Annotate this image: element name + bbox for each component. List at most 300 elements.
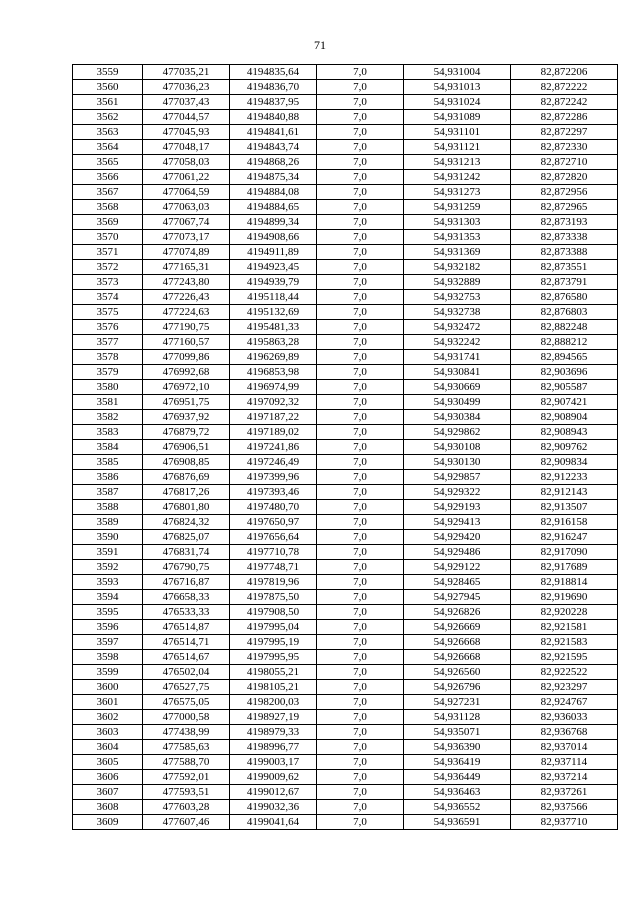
longitude-cell: 82,917090 (511, 545, 618, 560)
value-cell: 7,0 (317, 530, 404, 545)
value-cell: 7,0 (317, 380, 404, 395)
table-row (73, 755, 618, 770)
table-row (73, 515, 618, 530)
longitude-cell: 82,905587 (511, 380, 618, 395)
y-coordinate-cell: 4194923,45 (230, 260, 317, 275)
point-number-cell: 3583 (73, 425, 143, 440)
x-coordinate-cell: 476937,92 (143, 410, 230, 425)
point-number-cell: 3581 (73, 395, 143, 410)
latitude-cell: 54,926668 (404, 635, 511, 650)
value-cell: 7,0 (317, 200, 404, 215)
table-row (73, 635, 618, 650)
latitude-cell: 54,932753 (404, 290, 511, 305)
x-coordinate-cell: 477585,63 (143, 740, 230, 755)
value-cell: 7,0 (317, 800, 404, 815)
value-cell: 7,0 (317, 590, 404, 605)
longitude-cell: 82,937114 (511, 755, 618, 770)
latitude-cell: 54,931213 (404, 155, 511, 170)
latitude-cell: 54,931121 (404, 140, 511, 155)
point-number-cell: 3567 (73, 185, 143, 200)
y-coordinate-cell: 4194899,34 (230, 215, 317, 230)
value-cell: 7,0 (317, 230, 404, 245)
table-row (73, 275, 618, 290)
point-number-cell: 3589 (73, 515, 143, 530)
point-number-cell: 3577 (73, 335, 143, 350)
latitude-cell: 54,931259 (404, 200, 511, 215)
x-coordinate-cell: 477035,21 (143, 65, 230, 80)
point-number-cell: 3576 (73, 320, 143, 335)
y-coordinate-cell: 4197241,86 (230, 440, 317, 455)
y-coordinate-cell: 4195132,69 (230, 305, 317, 320)
value-cell: 7,0 (317, 650, 404, 665)
table-row (73, 170, 618, 185)
x-coordinate-cell: 477607,46 (143, 815, 230, 830)
latitude-cell: 54,929486 (404, 545, 511, 560)
latitude-cell: 54,930108 (404, 440, 511, 455)
y-coordinate-cell: 4194884,08 (230, 185, 317, 200)
x-coordinate-cell: 476972,10 (143, 380, 230, 395)
y-coordinate-cell: 4197908,50 (230, 605, 317, 620)
latitude-cell: 54,932889 (404, 275, 511, 290)
longitude-cell: 82,923297 (511, 680, 618, 695)
latitude-cell: 54,927945 (404, 590, 511, 605)
x-coordinate-cell: 476876,69 (143, 470, 230, 485)
table-row (73, 590, 618, 605)
value-cell: 7,0 (317, 290, 404, 305)
value-cell: 7,0 (317, 545, 404, 560)
latitude-cell: 54,931024 (404, 95, 511, 110)
value-cell: 7,0 (317, 725, 404, 740)
x-coordinate-cell: 477048,17 (143, 140, 230, 155)
longitude-cell: 82,872965 (511, 200, 618, 215)
value-cell: 7,0 (317, 185, 404, 200)
table-row (73, 815, 618, 830)
longitude-cell: 82,872242 (511, 95, 618, 110)
longitude-cell: 82,921581 (511, 620, 618, 635)
y-coordinate-cell: 4197480,70 (230, 500, 317, 515)
value-cell: 7,0 (317, 245, 404, 260)
table-row (73, 500, 618, 515)
longitude-cell: 82,888212 (511, 335, 618, 350)
longitude-cell: 82,872820 (511, 170, 618, 185)
x-coordinate-cell: 477073,17 (143, 230, 230, 245)
x-coordinate-cell: 477000,58 (143, 710, 230, 725)
point-number-cell: 3605 (73, 755, 143, 770)
longitude-cell: 82,917689 (511, 560, 618, 575)
y-coordinate-cell: 4198105,21 (230, 680, 317, 695)
longitude-cell: 82,872956 (511, 185, 618, 200)
x-coordinate-cell: 476716,87 (143, 575, 230, 590)
longitude-cell: 82,922522 (511, 665, 618, 680)
point-number-cell: 3578 (73, 350, 143, 365)
point-number-cell: 3588 (73, 500, 143, 515)
x-coordinate-cell: 477064,59 (143, 185, 230, 200)
longitude-cell: 82,924767 (511, 695, 618, 710)
x-coordinate-cell: 476906,51 (143, 440, 230, 455)
longitude-cell: 82,908904 (511, 410, 618, 425)
table-row (73, 740, 618, 755)
x-coordinate-cell: 477593,51 (143, 785, 230, 800)
value-cell: 7,0 (317, 95, 404, 110)
point-number-cell: 3602 (73, 710, 143, 725)
point-number-cell: 3608 (73, 800, 143, 815)
table-row (73, 470, 618, 485)
x-coordinate-cell: 477044,57 (143, 110, 230, 125)
x-coordinate-cell: 477061,22 (143, 170, 230, 185)
point-number-cell: 3598 (73, 650, 143, 665)
y-coordinate-cell: 4199041,64 (230, 815, 317, 830)
value-cell: 7,0 (317, 350, 404, 365)
point-number-cell: 3572 (73, 260, 143, 275)
y-coordinate-cell: 4198200,03 (230, 695, 317, 710)
value-cell: 7,0 (317, 635, 404, 650)
y-coordinate-cell: 4199032,36 (230, 800, 317, 815)
y-coordinate-cell: 4194908,66 (230, 230, 317, 245)
value-cell: 7,0 (317, 740, 404, 755)
y-coordinate-cell: 4198927,19 (230, 710, 317, 725)
value-cell: 7,0 (317, 335, 404, 350)
longitude-cell: 82,913507 (511, 500, 618, 515)
latitude-cell: 54,931004 (404, 65, 511, 80)
y-coordinate-cell: 4198996,77 (230, 740, 317, 755)
longitude-cell: 82,937261 (511, 785, 618, 800)
y-coordinate-cell: 4197246,49 (230, 455, 317, 470)
point-number-cell: 3585 (73, 455, 143, 470)
longitude-cell: 82,872710 (511, 155, 618, 170)
x-coordinate-cell: 477063,03 (143, 200, 230, 215)
table-row (73, 410, 618, 425)
point-number-cell: 3569 (73, 215, 143, 230)
point-number-cell: 3593 (73, 575, 143, 590)
x-coordinate-cell: 476575,05 (143, 695, 230, 710)
x-coordinate-cell: 476790,75 (143, 560, 230, 575)
latitude-cell: 54,926796 (404, 680, 511, 695)
x-coordinate-cell: 477036,23 (143, 80, 230, 95)
point-number-cell: 3571 (73, 245, 143, 260)
longitude-cell: 82,872330 (511, 140, 618, 155)
value-cell: 7,0 (317, 275, 404, 290)
longitude-cell: 82,937566 (511, 800, 618, 815)
latitude-cell: 54,929862 (404, 425, 511, 440)
table-row (73, 620, 618, 635)
x-coordinate-cell: 477099,86 (143, 350, 230, 365)
y-coordinate-cell: 4194843,74 (230, 140, 317, 155)
longitude-cell: 82,876580 (511, 290, 618, 305)
point-number-cell: 3584 (73, 440, 143, 455)
y-coordinate-cell: 4194837,95 (230, 95, 317, 110)
longitude-cell: 82,919690 (511, 590, 618, 605)
y-coordinate-cell: 4197656,64 (230, 530, 317, 545)
table-row (73, 350, 618, 365)
x-coordinate-cell: 476514,87 (143, 620, 230, 635)
latitude-cell: 54,929193 (404, 500, 511, 515)
table-row (73, 440, 618, 455)
longitude-cell: 82,908943 (511, 425, 618, 440)
x-coordinate-cell: 477438,99 (143, 725, 230, 740)
value-cell: 7,0 (317, 575, 404, 590)
longitude-cell: 82,916247 (511, 530, 618, 545)
longitude-cell: 82,873388 (511, 245, 618, 260)
longitude-cell: 82,912143 (511, 485, 618, 500)
latitude-cell: 54,936419 (404, 755, 511, 770)
latitude-cell: 54,929420 (404, 530, 511, 545)
table-row (73, 200, 618, 215)
latitude-cell: 54,931303 (404, 215, 511, 230)
longitude-cell: 82,894565 (511, 350, 618, 365)
point-number-cell: 3587 (73, 485, 143, 500)
point-number-cell: 3561 (73, 95, 143, 110)
table-row (73, 680, 618, 695)
latitude-cell: 54,935071 (404, 725, 511, 740)
longitude-cell: 82,920228 (511, 605, 618, 620)
x-coordinate-cell: 477045,93 (143, 125, 230, 140)
longitude-cell: 82,872206 (511, 65, 618, 80)
point-number-cell: 3574 (73, 290, 143, 305)
x-coordinate-cell: 477588,70 (143, 755, 230, 770)
table-row (73, 245, 618, 260)
latitude-cell: 54,931242 (404, 170, 511, 185)
point-number-cell: 3595 (73, 605, 143, 620)
table-row (73, 80, 618, 95)
y-coordinate-cell: 4194868,26 (230, 155, 317, 170)
value-cell: 7,0 (317, 155, 404, 170)
value-cell: 7,0 (317, 770, 404, 785)
latitude-cell: 54,931101 (404, 125, 511, 140)
latitude-cell: 54,936463 (404, 785, 511, 800)
latitude-cell: 54,926668 (404, 650, 511, 665)
point-number-cell: 3575 (73, 305, 143, 320)
latitude-cell: 54,936552 (404, 800, 511, 815)
longitude-cell: 82,873193 (511, 215, 618, 230)
value-cell: 7,0 (317, 305, 404, 320)
longitude-cell: 82,937710 (511, 815, 618, 830)
point-number-cell: 3564 (73, 140, 143, 155)
point-number-cell: 3573 (73, 275, 143, 290)
y-coordinate-cell: 4197650,97 (230, 515, 317, 530)
value-cell: 7,0 (317, 485, 404, 500)
table-row (73, 260, 618, 275)
longitude-cell: 82,936033 (511, 710, 618, 725)
value-cell: 7,0 (317, 80, 404, 95)
point-number-cell: 3596 (73, 620, 143, 635)
x-coordinate-cell: 476502,04 (143, 665, 230, 680)
point-number-cell: 3570 (73, 230, 143, 245)
coordinates-table (72, 64, 618, 830)
point-number-cell: 3565 (73, 155, 143, 170)
value-cell: 7,0 (317, 695, 404, 710)
table-row (73, 215, 618, 230)
value-cell: 7,0 (317, 665, 404, 680)
latitude-cell: 54,930499 (404, 395, 511, 410)
value-cell: 7,0 (317, 260, 404, 275)
value-cell: 7,0 (317, 455, 404, 470)
x-coordinate-cell: 476951,75 (143, 395, 230, 410)
page-number: 71 (314, 38, 326, 52)
longitude-cell: 82,882248 (511, 320, 618, 335)
y-coordinate-cell: 4199012,67 (230, 785, 317, 800)
latitude-cell: 54,931013 (404, 80, 511, 95)
y-coordinate-cell: 4197189,02 (230, 425, 317, 440)
point-number-cell: 3603 (73, 725, 143, 740)
x-coordinate-cell: 476831,74 (143, 545, 230, 560)
table-row (73, 545, 618, 560)
latitude-cell: 54,930130 (404, 455, 511, 470)
x-coordinate-cell: 476514,71 (143, 635, 230, 650)
latitude-cell: 54,928465 (404, 575, 511, 590)
value-cell: 7,0 (317, 125, 404, 140)
point-number-cell: 3580 (73, 380, 143, 395)
table-row (73, 125, 618, 140)
point-number-cell: 3594 (73, 590, 143, 605)
y-coordinate-cell: 4197710,78 (230, 545, 317, 560)
latitude-cell: 54,926669 (404, 620, 511, 635)
point-number-cell: 3606 (73, 770, 143, 785)
value-cell: 7,0 (317, 215, 404, 230)
point-number-cell: 3562 (73, 110, 143, 125)
longitude-cell: 82,937014 (511, 740, 618, 755)
table-row (73, 770, 618, 785)
y-coordinate-cell: 4199003,17 (230, 755, 317, 770)
point-number-cell: 3586 (73, 470, 143, 485)
value-cell: 7,0 (317, 500, 404, 515)
y-coordinate-cell: 4194884,65 (230, 200, 317, 215)
y-coordinate-cell: 4194875,34 (230, 170, 317, 185)
table-row (73, 560, 618, 575)
latitude-cell: 54,931741 (404, 350, 511, 365)
y-coordinate-cell: 4194840,88 (230, 110, 317, 125)
value-cell: 7,0 (317, 680, 404, 695)
y-coordinate-cell: 4196269,89 (230, 350, 317, 365)
point-number-cell: 3601 (73, 695, 143, 710)
y-coordinate-cell: 4197995,95 (230, 650, 317, 665)
y-coordinate-cell: 4195863,28 (230, 335, 317, 350)
table-row (73, 305, 618, 320)
table-row (73, 785, 618, 800)
longitude-cell: 82,909762 (511, 440, 618, 455)
table-row (73, 95, 618, 110)
table-row (73, 455, 618, 470)
x-coordinate-cell: 477058,03 (143, 155, 230, 170)
y-coordinate-cell: 4196974,99 (230, 380, 317, 395)
y-coordinate-cell: 4197995,19 (230, 635, 317, 650)
x-coordinate-cell: 476801,80 (143, 500, 230, 515)
latitude-cell: 54,931128 (404, 710, 511, 725)
table-row (73, 140, 618, 155)
table-row (73, 425, 618, 440)
y-coordinate-cell: 4199009,62 (230, 770, 317, 785)
point-number-cell: 3560 (73, 80, 143, 95)
x-coordinate-cell: 476992,68 (143, 365, 230, 380)
longitude-cell: 82,937214 (511, 770, 618, 785)
y-coordinate-cell: 4195481,33 (230, 320, 317, 335)
latitude-cell: 54,932242 (404, 335, 511, 350)
latitude-cell: 54,929122 (404, 560, 511, 575)
x-coordinate-cell: 476879,72 (143, 425, 230, 440)
x-coordinate-cell: 476817,26 (143, 485, 230, 500)
y-coordinate-cell: 4197092,32 (230, 395, 317, 410)
longitude-cell: 82,872222 (511, 80, 618, 95)
table-row (73, 800, 618, 815)
latitude-cell: 54,936390 (404, 740, 511, 755)
value-cell: 7,0 (317, 470, 404, 485)
table-row (73, 380, 618, 395)
table-row (73, 185, 618, 200)
longitude-cell: 82,936768 (511, 725, 618, 740)
longitude-cell: 82,872297 (511, 125, 618, 140)
longitude-cell: 82,921595 (511, 650, 618, 665)
point-number-cell: 3563 (73, 125, 143, 140)
x-coordinate-cell: 476825,07 (143, 530, 230, 545)
y-coordinate-cell: 4194841,61 (230, 125, 317, 140)
x-coordinate-cell: 477603,28 (143, 800, 230, 815)
x-coordinate-cell: 476514,67 (143, 650, 230, 665)
value-cell: 7,0 (317, 710, 404, 725)
latitude-cell: 54,932738 (404, 305, 511, 320)
point-number-cell: 3599 (73, 665, 143, 680)
y-coordinate-cell: 4194836,70 (230, 80, 317, 95)
longitude-cell: 82,909834 (511, 455, 618, 470)
value-cell: 7,0 (317, 410, 404, 425)
longitude-cell: 82,921583 (511, 635, 618, 650)
value-cell: 7,0 (317, 170, 404, 185)
table-row (73, 155, 618, 170)
value-cell: 7,0 (317, 815, 404, 830)
latitude-cell: 54,927231 (404, 695, 511, 710)
table-row (73, 395, 618, 410)
longitude-cell: 82,916158 (511, 515, 618, 530)
value-cell: 7,0 (317, 365, 404, 380)
y-coordinate-cell: 4197875,50 (230, 590, 317, 605)
value-cell: 7,0 (317, 395, 404, 410)
latitude-cell: 54,936591 (404, 815, 511, 830)
value-cell: 7,0 (317, 560, 404, 575)
latitude-cell: 54,932182 (404, 260, 511, 275)
point-number-cell: 3579 (73, 365, 143, 380)
x-coordinate-cell: 477067,74 (143, 215, 230, 230)
latitude-cell: 54,930669 (404, 380, 511, 395)
x-coordinate-cell: 477037,43 (143, 95, 230, 110)
x-coordinate-cell: 477226,43 (143, 290, 230, 305)
value-cell: 7,0 (317, 425, 404, 440)
point-number-cell: 3604 (73, 740, 143, 755)
value-cell: 7,0 (317, 110, 404, 125)
x-coordinate-cell: 477160,57 (143, 335, 230, 350)
x-coordinate-cell: 477190,75 (143, 320, 230, 335)
y-coordinate-cell: 4194939,79 (230, 275, 317, 290)
longitude-cell: 82,903696 (511, 365, 618, 380)
table-row (73, 320, 618, 335)
value-cell: 7,0 (317, 620, 404, 635)
table-row (73, 605, 618, 620)
x-coordinate-cell: 476527,75 (143, 680, 230, 695)
latitude-cell: 54,930841 (404, 365, 511, 380)
point-number-cell: 3559 (73, 65, 143, 80)
table-row (73, 530, 618, 545)
latitude-cell: 54,931089 (404, 110, 511, 125)
table-row (73, 575, 618, 590)
value-cell: 7,0 (317, 785, 404, 800)
y-coordinate-cell: 4197819,96 (230, 575, 317, 590)
x-coordinate-cell: 476533,33 (143, 605, 230, 620)
y-coordinate-cell: 4195118,44 (230, 290, 317, 305)
value-cell: 7,0 (317, 140, 404, 155)
y-coordinate-cell: 4197187,22 (230, 410, 317, 425)
table-row (73, 110, 618, 125)
latitude-cell: 54,929857 (404, 470, 511, 485)
longitude-cell: 82,873551 (511, 260, 618, 275)
latitude-cell: 54,930384 (404, 410, 511, 425)
table-row (73, 230, 618, 245)
